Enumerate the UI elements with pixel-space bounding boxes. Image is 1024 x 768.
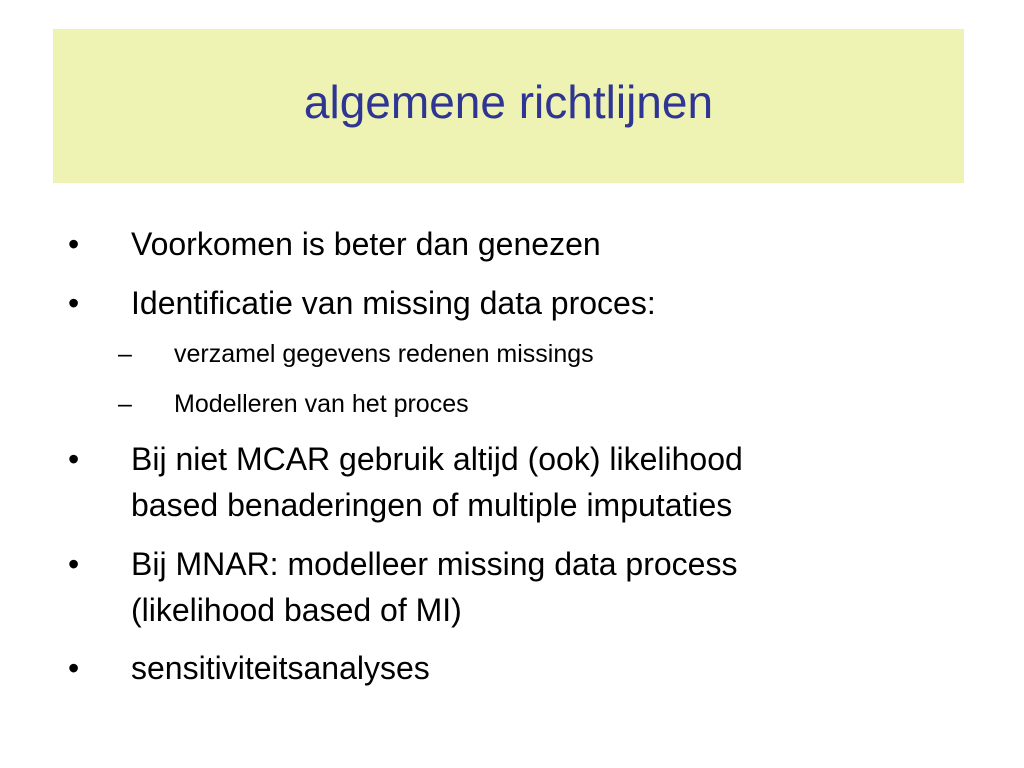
sub-bullet-text: verzamel gegevens redenen missings bbox=[174, 340, 594, 368]
slide-title: algemene richtlijnen bbox=[303, 76, 714, 128]
bullet-marker: • bbox=[68, 285, 80, 321]
bullet-text: sensitiviteitsanalyses bbox=[131, 650, 430, 686]
bullet-text: Identificatie van missing data proces: bbox=[131, 285, 656, 321]
bullet-marker: • bbox=[68, 441, 80, 477]
bullet-text: Bij MNAR: modelleer missing data process bbox=[131, 546, 738, 582]
bullet-text: Voorkomen is beter dan genezen bbox=[131, 226, 601, 262]
sub-bullet-marker: – bbox=[118, 390, 132, 418]
sub-bullet-text: Modelleren van het proces bbox=[174, 390, 469, 418]
bullet-marker: • bbox=[68, 650, 80, 686]
sub-bullet-marker: – bbox=[118, 340, 132, 368]
bullet-marker: • bbox=[68, 546, 80, 582]
bullet-text: (likelihood based of MI) bbox=[131, 592, 462, 628]
bullet-text: Bij niet MCAR gebruik altijd (ook) likelihood bbox=[131, 441, 743, 477]
bullet-text: based benaderingen of multiple imputaties bbox=[131, 487, 733, 523]
bullet-marker: • bbox=[68, 226, 80, 262]
